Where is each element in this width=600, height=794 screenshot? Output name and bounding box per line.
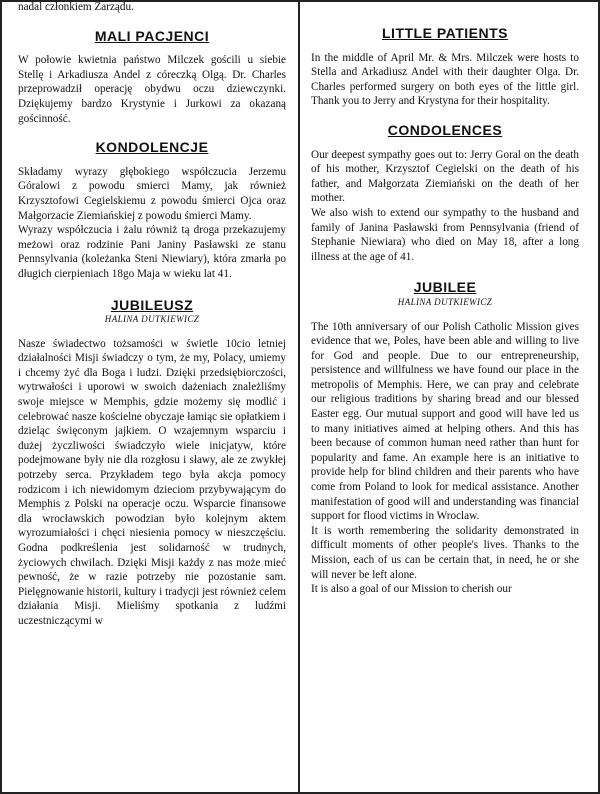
section-paragraph: It is worth remembering the solidarity demonstrated in difficult moments of other people's lives. Thanks to the Mission, each of us can be certain that, in need, he or she will never be left alone. <box>311 524 579 581</box>
section-title-condolences: CONDOLENCES <box>387 121 503 138</box>
section-title-kondolencje: KONDOLENCJE <box>95 139 209 156</box>
column-divider <box>298 0 300 794</box>
section-paragraph: Our deepest sympathy goes out to: Jerry Goral on the death of his mother, Krzysztof Cegielski on the death of his father, and Małgorzata Ziemiański on the death of her mother. <box>311 148 579 205</box>
section-title-mali-pacjenci: MALI PACJENCI <box>94 27 210 44</box>
section-title-little-patients: LITTLE PATIENTS <box>382 25 508 41</box>
section-paragraph: In the middle of April Mr. & Mrs. Milczek were hosts to Stella and Arkadiusz Andel with their daughter Olga. Dr. Charles performed surgery on both eyes of the little girl. Thank you to Jerry and Krystyna for their hospitality. <box>311 51 579 108</box>
polish-column <box>18 0 286 629</box>
section-title-jubilee: JUBILEE <box>413 279 477 296</box>
author-byline: HALINA DUTKIEWICZ <box>397 296 493 307</box>
section-paragraph: Wyrazy współczucia i żalu równiż tą droga przekazujemy meżowi oraz rodzinie Pani Janiny Pasławski ze stanu Pennsylvania (koleżanka Steni Niewiary), która zmarła po długich cierpieniach 18go Maja w wieku lat 41. <box>18 224 286 280</box>
section-paragraph: Składamy wyrazy głębokiego współczucia Jerzemu Góralowi z powodu smierci Mamy, jak również Krzysztofowi Cegielskiemu z powodu śmierci Ojca oraz Małgorzacie Ziemiańskiej z powodu śmierci Mamy. <box>18 165 286 222</box>
section-paragraph: It is also a goal of our Mission to cherish our <box>311 583 512 596</box>
section-paragraph: We also wish to extend our sympathy to the husband and family of Janina Pasławski from Pennsylvania (friend of Stephanie Niewiara) who died on May 18, after a long illness at the age of 41. <box>311 206 579 263</box>
author-byline: HALINA DUTKIEWICZ <box>104 314 200 325</box>
section-paragraph: The 10th anniversary of our Polish Catholic Mission gives evidence that we, Poles, have been able and willing to live for God and people. Due to our entrepreneurship, persistence and willfulness we have found our place in the metropolis of Memphis. Here, we can pray and celebrate our religious traditions by sharing bread and our blessed Easter egg. Our mutual support and good will have led us to many initiatives aimed at helping others. And this has been because of common human need rather than hunt for popularity and fame. An example here is an initiative to provide help for blind children and their parents who have come from Poland to look for medical assistance. Another manifestation of good will and understanding was financial support for flood victims in Wroclaw. <box>311 320 579 523</box>
continuation-line: nadal członkiem Zarządu. <box>18 1 134 13</box>
section-paragraph: Nasze świadectwo tożsamości w świetle 10cio letniej działalności Misji świadczy o tym, że my, Polacy, umiemy i chcemy żyć dla Boga i ludzi. Dzięki przedsiębiorczości, wytrwałości i uporowi w swoich dażeniach znależliśmy swoje miejsce w Memphis, gdzie możemy się modlić i celebrować nasze kościelne obyczaje łamiąc sie opłatkiem i dzieląc święconym jajkiem. O wzajemnym wsparciu i dużej życzliwości świadczyło wiele inicjatyw, które podejmowane były nie dla rozgłosu i sławy, ale ze zwykłej potrzeby serca. Przykładem tego była akcja pomocy rodzicom i ich niewidomym dzieciom przybywającym do Memphis z Polski na operacje oczu. Wsparcie finansowe dla wrocławskich powodzian było kolejnym aktem wyrozumiałości i chęci niesienia pomocy w nieszczęściu. Godna podkreślenia jest solidarność w trudnych, życiowych chwilach. Dzięki Misji każdy z nas może mieć pewność, że w razie potrzeby nie pozostanie sam. Pielęgnowanie historii, kultury i tradycji jest również celem działania Misji. Mieliśmy spotkania z ludźmi uczestniczącymi w <box>18 337 286 627</box>
section-paragraph: W połowie kwietnia państwo Milczek gościli u siebie Stellę i Arkadiusza Andel z córeczką Olgą. Dr. Charles przeprowadził operację obydwu oczu dziewczynki. Dziękujemy bardzo Krystynie i Jurkowi za okazaną gościnność. <box>18 54 286 125</box>
section-title-jubileusz: JUBILEUSZ <box>110 296 194 313</box>
english-column <box>311 0 579 597</box>
